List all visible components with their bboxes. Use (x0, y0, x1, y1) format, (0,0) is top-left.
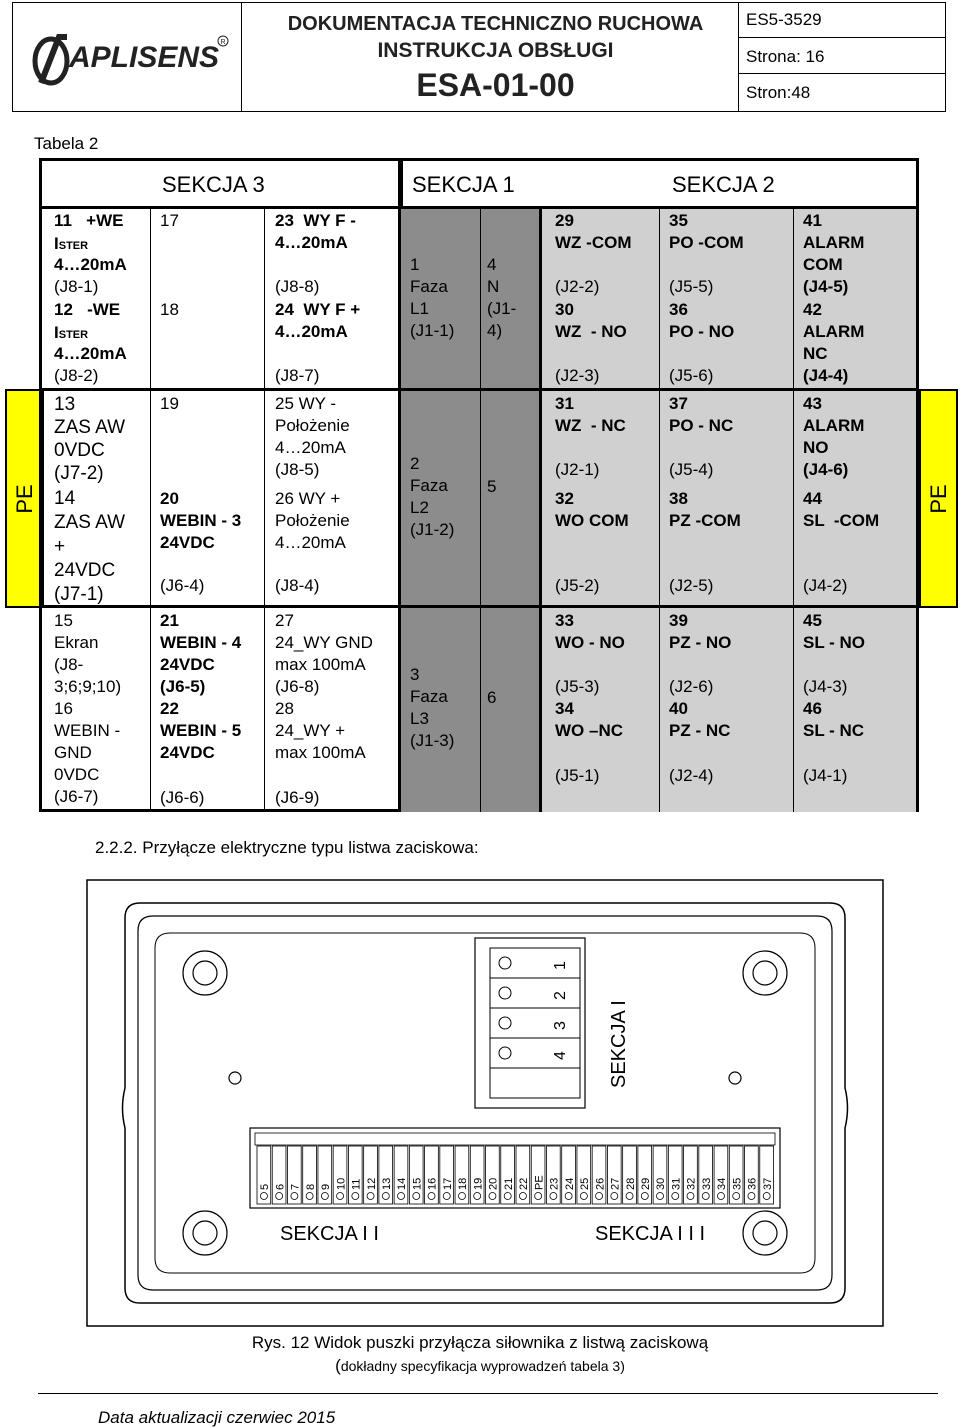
cell-30-pin: (J2-3) (555, 366, 600, 385)
figure-subcaption: (dokładny specyfikacja wyprowadzeń tabela 3) (335, 1356, 625, 1375)
terminal-label: 21 (502, 1177, 515, 1190)
terminal-screw (382, 1193, 389, 1200)
figure-caption: Rys. 12 Widok puszki przyłącza siłownika z listwą zaciskową (251, 1333, 709, 1352)
terminal-label: 12 (365, 1177, 378, 1190)
section2-header: SEKCJA 2 (672, 172, 775, 197)
terminal-label: 11 (350, 1178, 363, 1190)
cell-43: 43 ALARM NO (J4-6) (803, 394, 865, 479)
cell-18: 18 (160, 300, 179, 319)
terminal-screw (702, 1193, 709, 1200)
terminal-label: 8 (304, 1183, 317, 1190)
cell-11-pin: (J8-1) (54, 277, 99, 296)
section3-header: SEKCJA 3 (162, 172, 265, 197)
cell-35-pin: (J5-5) (669, 277, 714, 296)
footer: Data aktualizacji czerwiec 2015 (38, 1393, 938, 1394)
doc-code: ES5-3529 (746, 10, 822, 29)
terminal-screw (260, 1193, 267, 1200)
terminal-block (348, 1146, 362, 1204)
terminal-screw (748, 1193, 755, 1200)
cell-35: 35 PO -COM (669, 211, 744, 252)
terminal-block (257, 1146, 271, 1204)
terminal-block (303, 1146, 317, 1204)
cell-20: 20 WEBIN - 3 24VDC (160, 489, 242, 552)
cell-33-pin: (J5-3) (555, 677, 600, 696)
cell-1: 1 Faza L1 (J1-1) (410, 255, 455, 340)
cell-41: 41 ALARM COM (J4-5) (803, 211, 865, 296)
cell-26-pin: (J8-4) (275, 576, 320, 595)
terminal-label: 5 (259, 1183, 272, 1190)
terminal-label: 36 (746, 1177, 759, 1190)
document-header (12, 2, 946, 112)
cell-23: 23 WY F - 4…20mA (275, 211, 356, 252)
terminal-label: 30 (655, 1177, 668, 1190)
section1-header: SEKCJA 1 (412, 172, 515, 197)
terminal-block (516, 1146, 530, 1204)
terminal-label: 22 (518, 1177, 531, 1190)
cell-31: 31 WZ - NC (555, 394, 626, 435)
terminal-block (425, 1146, 439, 1204)
cell-12: 12 -WE (54, 300, 121, 319)
page-number: Strona: 16 (746, 47, 825, 66)
cell-6: 6 (487, 688, 497, 707)
cell-2: 2 Faza L2 (J1-2) (410, 454, 455, 539)
terminal-label: 31 (670, 1177, 683, 1190)
aplisens-logo (31, 27, 231, 87)
terminal-screw (596, 1193, 603, 1200)
cell-31-pin: (J2-1) (555, 460, 600, 479)
terminal-block (486, 1146, 500, 1204)
cell-40-pin: (J2-4) (669, 766, 714, 785)
terminal-screw (291, 1193, 298, 1200)
cell-29: 29 WZ -COM (555, 211, 632, 252)
terminal-screw (687, 1193, 694, 1200)
terminal-screw (733, 1193, 740, 1200)
cell-12-pin: (J8-2) (54, 366, 99, 385)
terminal-screw (489, 1193, 496, 1200)
terminal-screw (504, 1193, 511, 1200)
doc-title-line3: ESA-01-00 (416, 67, 575, 103)
terminal-label: 9 (320, 1183, 333, 1190)
cell-36-pin: (J5-6) (669, 366, 714, 385)
terminal-screw (657, 1193, 664, 1200)
terminal-block (440, 1146, 454, 1204)
terminal-label: 17 (441, 1177, 454, 1190)
svg-text:APLISENS: APLISENS (69, 41, 220, 74)
svg-text:R: R (220, 39, 226, 46)
terminal-screw (306, 1193, 313, 1200)
terminal-screw (428, 1193, 435, 1200)
terminal-block (287, 1146, 301, 1204)
terminal-block (760, 1146, 774, 1204)
terminal-screw (611, 1193, 618, 1200)
terminal-label: 13 (381, 1177, 393, 1190)
terminal-screw (550, 1193, 557, 1200)
cell-25: 25 WY - Położenie 4…20mA (J8-5) (275, 394, 350, 479)
terminal-screw (565, 1193, 572, 1200)
terminal-block (577, 1146, 591, 1204)
terminal-label: 10 (335, 1177, 348, 1190)
cell-37-pin: (J5-4) (669, 460, 714, 479)
terminal-block (684, 1146, 698, 1204)
cell-29-pin: (J2-2) (555, 277, 600, 296)
cell-44: 44 SL -COM (803, 489, 880, 530)
cell-24: 24 WY F + 4…20mA (275, 300, 361, 341)
terminal-screw (580, 1193, 587, 1200)
terminal-label: 18 (457, 1177, 470, 1190)
cell-40: 40 PZ - NC (669, 699, 731, 740)
terminal-block (699, 1146, 713, 1204)
cell-12-range: 4…20mA (54, 344, 127, 363)
cell-46-pin: (J4-1) (803, 766, 848, 785)
terminal-block (592, 1146, 606, 1204)
terminal-block (653, 1146, 667, 1204)
terminal-block (333, 1146, 347, 1204)
terminal-block (638, 1146, 652, 1204)
terminal-screw (474, 1193, 481, 1200)
page-total: Stron:48 (746, 83, 811, 102)
cell-28-pin: (J6-9) (275, 788, 320, 807)
cell-33: 33 WO - NO (555, 611, 625, 652)
terminal-label: 15 (411, 1177, 424, 1190)
terminal-block (546, 1146, 560, 1204)
terminal-label: 25 (579, 1177, 592, 1190)
cell-34-pin: (J5-1) (555, 766, 600, 785)
terminal-label: 16 (426, 1177, 439, 1190)
terminal-label: 37 (761, 1177, 774, 1190)
sekcja-iii-label: SEKCJA I I I (595, 1223, 706, 1245)
terminal-label-4: 4 (552, 1051, 569, 1060)
cell-26: 26 WY + Położenie 4…20mA (275, 489, 350, 552)
terminal-box-drawing (85, 878, 885, 1328)
cell-13: 13 ZAS AW 0VDC (J7-2) (54, 394, 126, 484)
cell-28: 28 24_WY + max 100mA (275, 699, 366, 762)
cell-22: 22 WEBIN - 5 24VDC (160, 699, 242, 762)
terminal-label: 32 (685, 1177, 698, 1190)
terminal-screw (337, 1193, 344, 1200)
cell-46: 46 SL - NC (803, 699, 865, 740)
cell-21: 21 WEBIN - 4 24VDC (J6-5) (160, 611, 242, 696)
terminal-screw (519, 1193, 526, 1200)
terminal-block (455, 1146, 469, 1204)
terminal-block (668, 1146, 682, 1204)
terminal-block (318, 1146, 332, 1204)
terminal-screw (458, 1193, 465, 1200)
terminal-label: 24 (563, 1177, 576, 1190)
terminal-screw (398, 1193, 405, 1200)
cell-45: 45 SL - NO (803, 611, 866, 652)
terminal-label: 34 (716, 1177, 729, 1190)
cell-5: 5 (487, 477, 497, 496)
terminal-block (531, 1146, 545, 1204)
terminal-screw (626, 1193, 633, 1200)
cell-27: 27 24_WY GND max 100mA (J6-8) (275, 611, 373, 696)
cell-22-pin: (J6-6) (160, 788, 205, 807)
cell-34: 34 WO –NC (555, 699, 623, 740)
sekcja-ii-label: SEKCJA I I (280, 1223, 379, 1245)
terminal-label: 14 (396, 1177, 409, 1190)
terminal-screw (352, 1193, 359, 1200)
doc-title-line1: DOKUMENTACJA TECHNICZNO RUCHOWA (287, 13, 704, 35)
terminal-screw (321, 1193, 328, 1200)
cell-23-pin: (J8-8) (275, 277, 320, 296)
cell-11: 11 +WE (54, 211, 124, 230)
terminal-block (470, 1146, 484, 1204)
terminal-screw (413, 1193, 420, 1200)
cell-39: 39 PZ - NO (669, 611, 732, 652)
terminal-block (562, 1146, 576, 1204)
cell-14: 14 ZAS AW + 24VDC (J7-1) (54, 488, 126, 605)
terminal-label: PE (533, 1175, 546, 1190)
pe-right: PE (919, 389, 958, 608)
terminal-label: 29 (640, 1177, 652, 1190)
terminal-block (607, 1146, 621, 1204)
cell-44-pin: (J4-2) (803, 576, 848, 595)
terminal-label: 27 (609, 1177, 622, 1190)
terminal-label: 19 (472, 1177, 485, 1190)
cell-38: 38 PZ -COM (669, 489, 741, 530)
terminal-block (364, 1146, 378, 1204)
terminal-block (272, 1146, 286, 1204)
terminal-block (714, 1146, 728, 1204)
cell-19: 19 (160, 394, 179, 413)
terminal-screw (276, 1193, 283, 1200)
cell-11-range: 4…20mA (54, 255, 127, 274)
terminal-block (745, 1146, 759, 1204)
cell-11-label: ISTER (54, 234, 89, 253)
terminal-screw (717, 1193, 724, 1200)
pe-left: PE (5, 389, 44, 608)
terminal-screw (763, 1193, 770, 1200)
terminal-label: 23 (548, 1177, 561, 1190)
cell-12-label: ISTER (54, 323, 89, 342)
terminal-block (501, 1146, 515, 1204)
terminal-block (623, 1146, 637, 1204)
cell-36: 36 PO - NO (669, 300, 735, 341)
terminal-label: 33 (700, 1177, 713, 1190)
cell-20-pin: (J6-4) (160, 576, 205, 595)
terminal-label: 6 (274, 1183, 287, 1190)
terminal-label: 7 (289, 1183, 302, 1190)
cell-30: 30 WZ - NO (555, 300, 627, 341)
cell-17: 17 (160, 211, 179, 230)
cell-32: 32 WO COM (555, 489, 629, 530)
cell-15: 15 Ekran (J8- 3;6;9;10) (54, 611, 122, 696)
cell-37: 37 PO - NC (669, 394, 734, 435)
cell-39-pin: (J2-6) (669, 677, 714, 696)
table-label: Tabela 2 (34, 134, 99, 153)
cell-4: 4 N (J1- 4) (487, 255, 517, 340)
section-heading: 2.2.2. Przyłącze elektryczne typu listwa zaciskowa: (95, 838, 479, 857)
cell-32-pin: (J5-2) (555, 576, 600, 595)
cell-3: 3 Faza L3 (J1-3) (410, 665, 455, 750)
terminal-screw (641, 1193, 648, 1200)
cell-24-pin: (J8-7) (275, 366, 320, 385)
terminal-block (379, 1146, 393, 1204)
terminal-label: 20 (487, 1177, 500, 1190)
terminal-label-1: 1 (552, 961, 569, 970)
terminal-label: 35 (731, 1177, 744, 1190)
terminal-block (409, 1146, 423, 1204)
terminal-screw (367, 1193, 374, 1200)
cell-16: 16 WEBIN - GND 0VDC (J6-7) (54, 699, 121, 806)
terminal-screw (535, 1193, 542, 1200)
cell-42: 42 ALARM NC (J4-4) (803, 300, 865, 385)
terminal-label: 26 (594, 1177, 607, 1190)
terminal-screw (672, 1193, 679, 1200)
terminal-block (729, 1146, 743, 1204)
sekcja-i-label: SEKCJA I (608, 1000, 630, 1088)
terminal-label-3: 3 (552, 1021, 569, 1030)
cell-38-pin: (J2-5) (669, 576, 714, 595)
terminal-label-2: 2 (552, 991, 569, 1000)
terminal-label: 28 (624, 1177, 637, 1190)
terminal-block (394, 1146, 408, 1204)
cell-45-pin: (J4-3) (803, 677, 848, 696)
terminal-screw (443, 1193, 450, 1200)
doc-title-line2: INSTRUKCJA OBSŁUGI (377, 39, 614, 62)
